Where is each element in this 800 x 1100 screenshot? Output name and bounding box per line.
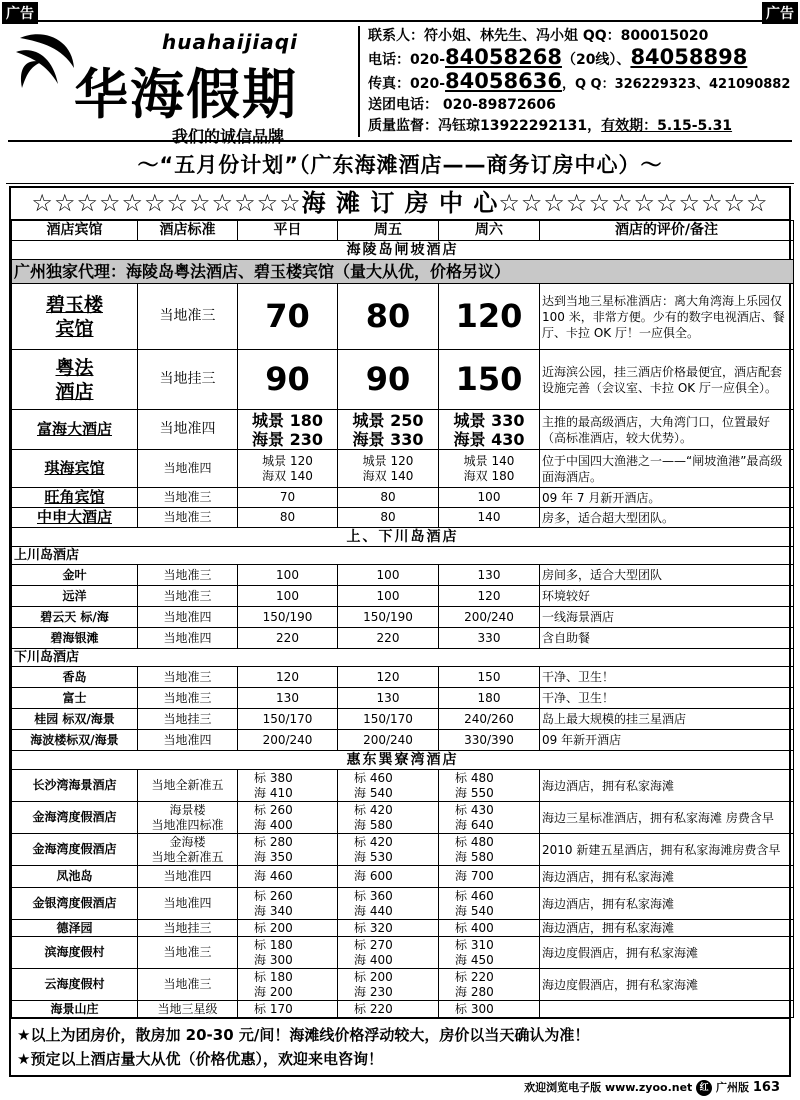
table-cell: 150 bbox=[439, 667, 540, 688]
logo-swirl-icon bbox=[12, 28, 82, 98]
logo-pinyin: huahaijiaqi bbox=[162, 30, 298, 54]
table-cell: 80 bbox=[338, 488, 439, 508]
logo-slogan: 我们的诚信品牌 bbox=[172, 127, 285, 146]
table-cell: 100 bbox=[338, 586, 439, 607]
table-cell: 德泽园 bbox=[12, 920, 138, 937]
table-cell: 达到当地三星标准酒店：离大角湾海上乐园仅 100 米，非常方便。少有的数字电视酒店、餐厅、卡拉 OK 厅！一应俱全。 bbox=[540, 284, 794, 350]
table-cell: 碧海银滩 bbox=[12, 628, 138, 649]
table-cell: 标 310 海 450 bbox=[439, 937, 540, 969]
table-cell: 当地准三 bbox=[138, 488, 238, 508]
table-cell: 200/240 bbox=[439, 607, 540, 628]
table-cell: 一线海景酒店 bbox=[540, 607, 794, 628]
contact-fax: 传真：020-84058636，Q Q：326229323、421090882 bbox=[368, 69, 791, 93]
table-row bbox=[12, 628, 794, 649]
table-cell: 标 430 海 640 bbox=[439, 802, 540, 834]
table-cell: 海边度假酒店，拥有私家海滩 bbox=[540, 969, 794, 1001]
table-cell: 80 bbox=[238, 508, 338, 528]
table-cell: 金银湾度假酒店 bbox=[12, 888, 138, 920]
table-cell: 120 bbox=[439, 586, 540, 607]
table-cell: 位于中国四大渔港之一——“闸坡渔港”最高级面海酒店。 bbox=[540, 450, 794, 488]
table-cell: 海景山庄 bbox=[12, 1001, 138, 1018]
table-row bbox=[12, 730, 794, 751]
table-cell: 碧云天 标/海 bbox=[12, 607, 138, 628]
col-header: 酒店宾馆 bbox=[12, 221, 138, 241]
table-cell: 200/240 bbox=[238, 730, 338, 751]
table-cell: 标 320 bbox=[338, 920, 439, 937]
table-row bbox=[12, 350, 794, 410]
table-cell: 标 220 bbox=[338, 1001, 439, 1018]
table-row bbox=[12, 709, 794, 730]
fax-number: 84058636 bbox=[445, 69, 562, 93]
table-cell: 当地准四 bbox=[138, 410, 238, 450]
table-cell: 当地准四 bbox=[138, 866, 238, 888]
section-row bbox=[12, 528, 794, 547]
table-row bbox=[12, 1001, 794, 1018]
table-row bbox=[12, 688, 794, 709]
table-cell: 标 260 海 400 bbox=[238, 802, 338, 834]
table-cell: 当地挂三 bbox=[138, 920, 238, 937]
table-cell: 当地准三 bbox=[138, 688, 238, 709]
table-cell: 琪海宾馆 bbox=[12, 450, 138, 488]
table-cell: 粤法 酒店 bbox=[12, 350, 138, 410]
table-cell: 海边度假酒店，拥有私家海滩 bbox=[540, 937, 794, 969]
col-header: 平日 bbox=[238, 221, 338, 241]
table-cell: 海边酒店，拥有私家海滩 bbox=[540, 888, 794, 920]
table-cell: 2010 新建五星酒店，拥有私家海滩房费含早 bbox=[540, 834, 794, 866]
table-cell: 城景 120 海双 140 bbox=[238, 450, 338, 488]
table-cell: 海边三星标准酒店，拥有私家海滩 房费含早 bbox=[540, 802, 794, 834]
subsection-row bbox=[12, 649, 794, 667]
table-cell: 海边酒店，拥有私家海滩 bbox=[540, 770, 794, 802]
table-cell: 当地准三 bbox=[138, 969, 238, 1001]
table-row bbox=[12, 888, 794, 920]
rate-table-box bbox=[9, 186, 791, 1077]
table-cell: 长沙湾海景酒店 bbox=[12, 770, 138, 802]
table-cell: 当地准四 bbox=[138, 730, 238, 751]
rate-table bbox=[11, 220, 794, 1018]
table-cell: 海波楼标双/海景 bbox=[12, 730, 138, 751]
table-cell: 330/390 bbox=[439, 730, 540, 751]
table-cell: 标 420 海 530 bbox=[338, 834, 439, 866]
table-cell: 当地全新准五 bbox=[138, 770, 238, 802]
table-cell: 09 年新开酒店 bbox=[540, 730, 794, 751]
table-cell: 标 220 海 280 bbox=[439, 969, 540, 1001]
table-cell: 当地准四 bbox=[138, 888, 238, 920]
table-cell: 120 bbox=[439, 284, 540, 350]
table-cell: 标 180 海 300 bbox=[238, 937, 338, 969]
table-cell: 标 270 海 400 bbox=[338, 937, 439, 969]
table-cell: 80 bbox=[338, 508, 439, 528]
table-cell: 当地准四 bbox=[138, 450, 238, 488]
table-cell: 100 bbox=[238, 565, 338, 586]
ad-tag-right: 广告 bbox=[762, 2, 798, 24]
table-cell: 当地准三 bbox=[138, 508, 238, 528]
table-cell: 云海度假村 bbox=[12, 969, 138, 1001]
table-cell: 海边酒店，拥有私家海滩 bbox=[540, 920, 794, 937]
table-cell: 当地准三 bbox=[138, 937, 238, 969]
table-cell: 环境较好 bbox=[540, 586, 794, 607]
table-cell: 130 bbox=[338, 688, 439, 709]
logo bbox=[12, 24, 352, 146]
table-cell: 180 bbox=[439, 688, 540, 709]
table-cell: 当地准三 bbox=[138, 586, 238, 607]
table-cell: 当地三星级 bbox=[138, 1001, 238, 1018]
table-row bbox=[12, 450, 794, 488]
phone-alt: 84058898 bbox=[630, 45, 748, 69]
table-cell: 富海大酒店 bbox=[12, 410, 138, 450]
table-row bbox=[12, 607, 794, 628]
table-cell: 当地准三 bbox=[138, 667, 238, 688]
table-cell: 标 300 bbox=[439, 1001, 540, 1018]
table-cell: 标 420 海 580 bbox=[338, 802, 439, 834]
table-cell: 240/260 bbox=[439, 709, 540, 730]
table-cell: 70 bbox=[238, 488, 338, 508]
table-cell: 150/170 bbox=[238, 709, 338, 730]
col-header: 酒店标准 bbox=[138, 221, 238, 241]
table-cell: 标 180 海 200 bbox=[238, 969, 338, 1001]
logo-name: 华海假期 bbox=[74, 62, 298, 126]
table-cell: 金海楼 当地全新准五 bbox=[138, 834, 238, 866]
table-cell: 当地准四 bbox=[138, 607, 238, 628]
footer-note: ★预定以上酒店量大从优（价格优惠），欢迎来电咨询！ bbox=[17, 1050, 383, 1068]
banner: ～“五月份计划”（广东海滩酒店——商务订房中心）～ bbox=[6, 150, 794, 184]
exclusive-row bbox=[12, 260, 794, 284]
table-cell: 100 bbox=[238, 586, 338, 607]
col-header: 周五 bbox=[338, 221, 439, 241]
table-cell: 下川岛酒店 bbox=[12, 649, 794, 667]
table-cell: 上川岛酒店 bbox=[12, 547, 794, 565]
contact-block bbox=[358, 26, 792, 137]
table-cell: 150/170 bbox=[338, 709, 439, 730]
validity: 有效期：5.15-5.31 bbox=[601, 118, 733, 134]
table-cell: 富士 bbox=[12, 688, 138, 709]
table-cell: 金叶 bbox=[12, 565, 138, 586]
table-cell: 含自助餐 bbox=[540, 628, 794, 649]
table-row bbox=[12, 565, 794, 586]
table-cell: 香岛 bbox=[12, 667, 138, 688]
table-row bbox=[12, 586, 794, 607]
table-cell: 滨海度假村 bbox=[12, 937, 138, 969]
table-cell: 干净、卫生！ bbox=[540, 688, 794, 709]
table-cell: 海陵岛闸坡酒店 bbox=[12, 241, 794, 260]
table-cell: 220 bbox=[238, 628, 338, 649]
footer-edition: 广州版 bbox=[716, 1081, 750, 1094]
table-row bbox=[12, 866, 794, 888]
ad-tag-left: 广告 bbox=[2, 2, 38, 24]
table-row bbox=[12, 410, 794, 450]
table-cell: 标 480 海 550 bbox=[439, 770, 540, 802]
table-cell: 09 年 7 月新开酒店。 bbox=[540, 488, 794, 508]
page-number: 163 bbox=[752, 1080, 780, 1095]
table-cell: 标 460 海 540 bbox=[338, 770, 439, 802]
table-row bbox=[12, 920, 794, 937]
table-cell: 当地准三 bbox=[138, 565, 238, 586]
table-cell: 标 200 海 230 bbox=[338, 969, 439, 1001]
table-cell: 中申大酒店 bbox=[12, 508, 138, 528]
table-cell bbox=[540, 1001, 794, 1018]
footer-site: 欢迎浏览电子版 www.zyoo.net bbox=[524, 1081, 693, 1094]
col-header: 周六 bbox=[439, 221, 540, 241]
table-cell: 120 bbox=[338, 667, 439, 688]
table-cell: 标 170 bbox=[238, 1001, 338, 1018]
table-cell: 100 bbox=[338, 565, 439, 586]
table-cell: 标 380 海 410 bbox=[238, 770, 338, 802]
table-row bbox=[12, 834, 794, 866]
table-cell: 近海滨公园，挂三酒店价格最便宜，酒店配套设施完善（会议室、卡拉 OK 厅一应俱全）。 bbox=[540, 350, 794, 410]
footer-notes bbox=[11, 1018, 789, 1075]
table-cell: 200/240 bbox=[338, 730, 439, 751]
table-row bbox=[12, 667, 794, 688]
contact-phone: 电话：020-84058268（20线）、84058898 bbox=[368, 45, 748, 69]
table-cell: 130 bbox=[238, 688, 338, 709]
table-row bbox=[12, 937, 794, 969]
table-cell: 150/190 bbox=[238, 607, 338, 628]
table-cell: 海边酒店，拥有私家海滩 bbox=[540, 866, 794, 888]
subsection-row bbox=[12, 547, 794, 565]
table-cell: 上、下川岛酒店 bbox=[12, 528, 794, 547]
header-row bbox=[12, 221, 794, 241]
table-cell: 90 bbox=[338, 350, 439, 410]
phone-main: 84058268 bbox=[445, 45, 562, 69]
table-cell: 惠东巽寮湾酒店 bbox=[12, 751, 794, 770]
table-title: ☆☆☆☆☆☆☆☆☆☆☆☆海 滩 订 房 中 心☆☆☆☆☆☆☆☆☆☆☆☆ bbox=[11, 188, 789, 220]
header bbox=[8, 20, 792, 146]
table-cell: 金海湾度假酒店 bbox=[12, 834, 138, 866]
table-cell: 海景楼 当地准四标准 bbox=[138, 802, 238, 834]
table-cell: 标 280 海 350 bbox=[238, 834, 338, 866]
table-cell: 标 480 海 580 bbox=[439, 834, 540, 866]
table-cell: 标 400 bbox=[439, 920, 540, 937]
table-row bbox=[12, 969, 794, 1001]
table-cell: 标 460 海 540 bbox=[439, 888, 540, 920]
edition-badge-icon: 红 bbox=[696, 1080, 712, 1096]
table-cell: 干净、卫生！ bbox=[540, 667, 794, 688]
section-row bbox=[12, 751, 794, 770]
table-cell: 桂园 标双/海景 bbox=[12, 709, 138, 730]
table-cell: 标 260 海 340 bbox=[238, 888, 338, 920]
table-cell: 150/190 bbox=[338, 607, 439, 628]
table-cell: 城景 250 海景 330 bbox=[338, 410, 439, 450]
table-cell: 城景 120 海双 140 bbox=[338, 450, 439, 488]
table-cell: 标 200 bbox=[238, 920, 338, 937]
col-header: 酒店的评价/备注 bbox=[540, 221, 794, 241]
table-cell: 金海湾度假酒店 bbox=[12, 802, 138, 834]
table-cell: 当地准四 bbox=[138, 628, 238, 649]
table-cell: 120 bbox=[238, 667, 338, 688]
table-cell: 广州独家代理：海陵岛粤法酒店、碧玉楼宾馆（量大从优，价格另议） bbox=[12, 260, 794, 284]
table-cell: 城景 330 海景 430 bbox=[439, 410, 540, 450]
contact-delivery: 送团电话： 020-89872606 bbox=[368, 97, 556, 113]
table-cell: 150 bbox=[439, 350, 540, 410]
table-cell: 海 600 bbox=[338, 866, 439, 888]
table-cell: 城景 140 海双 180 bbox=[439, 450, 540, 488]
table-cell: 岛上最大规模的挂三星酒店 bbox=[540, 709, 794, 730]
table-row bbox=[12, 802, 794, 834]
table-cell: 远洋 bbox=[12, 586, 138, 607]
table-cell: 130 bbox=[439, 565, 540, 586]
section-row bbox=[12, 241, 794, 260]
table-cell: 140 bbox=[439, 508, 540, 528]
table-cell: 当地挂三 bbox=[138, 350, 238, 410]
table-cell: 海 460 bbox=[238, 866, 338, 888]
table-cell: 标 360 海 440 bbox=[338, 888, 439, 920]
table-cell: 当地准三 bbox=[138, 284, 238, 350]
table-row bbox=[12, 770, 794, 802]
table-row bbox=[12, 488, 794, 508]
table-row bbox=[12, 284, 794, 350]
table-cell: 当地挂三 bbox=[138, 709, 238, 730]
table-cell: 房间多，适合大型团队 bbox=[540, 565, 794, 586]
table-cell: 旺角宾馆 bbox=[12, 488, 138, 508]
page-footer bbox=[524, 1079, 780, 1096]
table-cell: 70 bbox=[238, 284, 338, 350]
table-cell: 80 bbox=[338, 284, 439, 350]
table-row bbox=[12, 508, 794, 528]
table-cell: 凤池岛 bbox=[12, 866, 138, 888]
table-cell: 城景 180 海景 230 bbox=[238, 410, 338, 450]
table-cell: 碧玉楼 宾馆 bbox=[12, 284, 138, 350]
table-cell: 海 700 bbox=[439, 866, 540, 888]
contact-quality: 质量监督：冯钰琼13922292131，有效期：5.15-5.31 bbox=[368, 118, 733, 134]
table-cell: 房多，适合超大型团队。 bbox=[540, 508, 794, 528]
table-cell: 90 bbox=[238, 350, 338, 410]
table-cell: 100 bbox=[439, 488, 540, 508]
table-cell: 220 bbox=[338, 628, 439, 649]
table-cell: 主推的最高级酒店，大角湾门口，位置最好（高标准酒店，较大优势）。 bbox=[540, 410, 794, 450]
contact-persons: 联系人：符小姐、林先生、冯小姐 QQ：800015020 bbox=[368, 28, 709, 44]
table-cell: 330 bbox=[439, 628, 540, 649]
footer-note: ★以上为团房价，散房加 20-30 元/间！海滩线价格浮动较大，房价以当天确认为准！ bbox=[17, 1026, 590, 1044]
